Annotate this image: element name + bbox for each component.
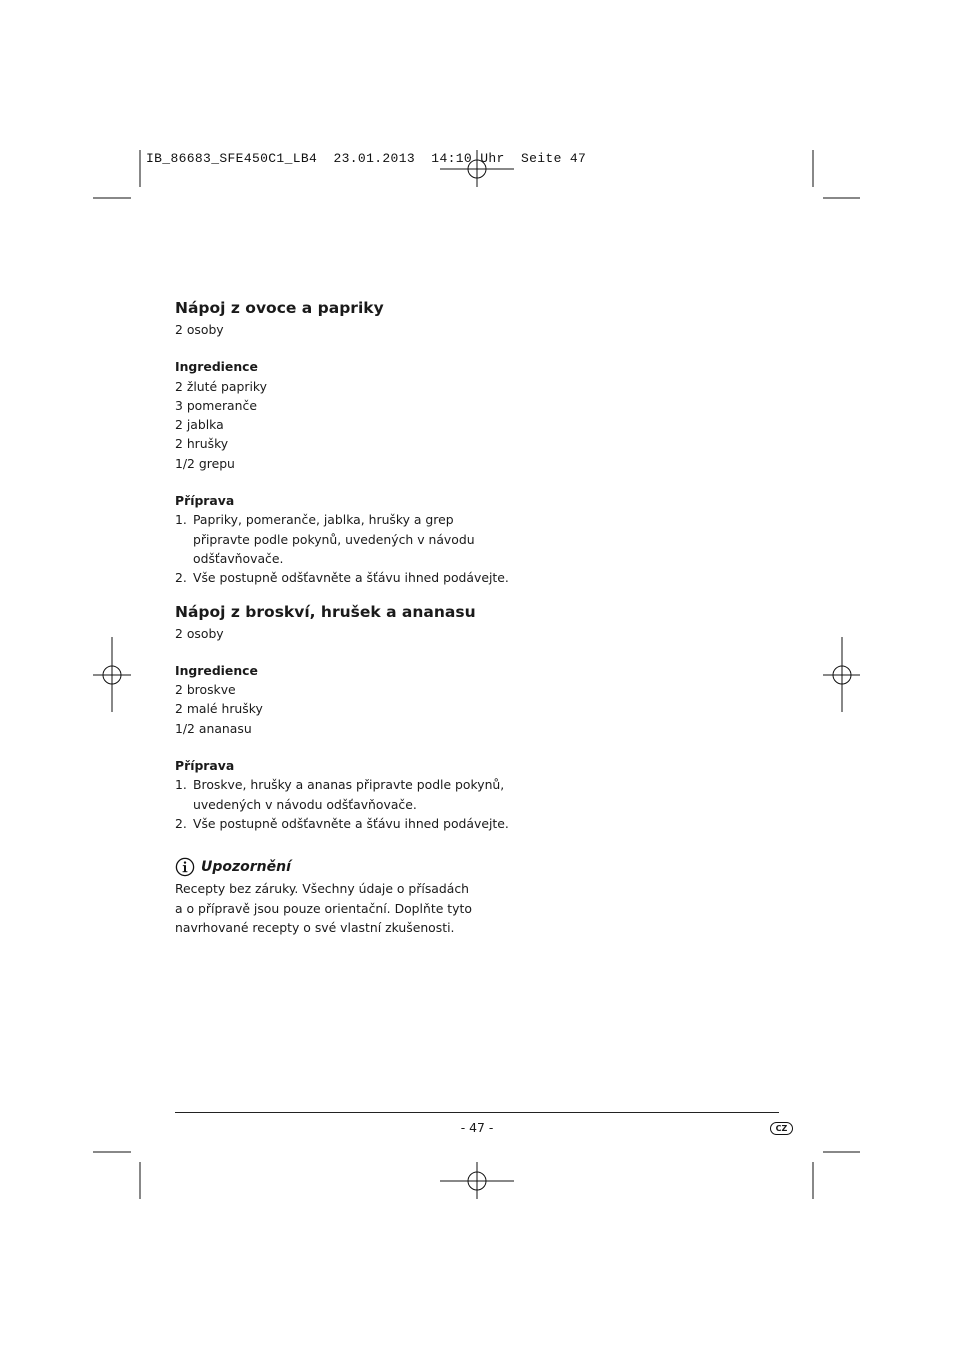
preparation-heading: Příprava <box>175 758 235 774</box>
preparation-step <box>175 775 615 814</box>
step-number: 2. <box>175 570 187 586</box>
notice-box <box>175 855 615 937</box>
recipe-fruit-pepper <box>175 296 615 588</box>
step-number: 1. <box>175 777 187 793</box>
ingredient-item: 1/2 ananasu <box>175 720 252 736</box>
page-number: - 47 - <box>460 1120 494 1135</box>
recipe-peach-pear-pineapple <box>175 600 615 834</box>
step-text: připravte podle pokynů, uvedených v návodu <box>193 531 475 547</box>
preparation-step <box>175 510 615 568</box>
ingredients-heading: Ingredience <box>175 359 258 375</box>
ingredients-heading: Ingredience <box>175 662 258 678</box>
print-header: IB_86683_SFE450C1_LB4 23.01.2013 14:10 Uhr Seite 47 <box>146 151 587 166</box>
notice-text: navrhované recepty o své vlastní zkušenosti. <box>175 919 455 935</box>
preparation-step <box>175 814 615 833</box>
notice-title: Upozornění <box>201 859 291 876</box>
recipe-title: Nápoj z ovoce a papriky <box>175 299 384 317</box>
page-content <box>175 296 615 937</box>
preparation-steps <box>175 510 615 587</box>
step-number: 1. <box>175 512 187 528</box>
preparation-step <box>175 568 615 587</box>
servings: 2 osoby <box>175 625 224 641</box>
step-text: odšťavňovače. <box>193 550 284 566</box>
preparation-heading: Příprava <box>175 493 235 509</box>
step-text: Vše postupně odšťavněte a šťávu ihned podávejte. <box>193 570 509 586</box>
ingredient-item: 2 jablka <box>175 417 224 433</box>
preparation-steps <box>175 775 615 833</box>
ingredient-item: 2 žluté papriky <box>175 378 267 394</box>
info-icon <box>175 857 195 877</box>
notice-text: a o přípravě jsou pouze orientační. Doplňte tyto <box>175 900 472 916</box>
step-number: 2. <box>175 815 187 831</box>
notice-text: Recepty bez záruky. Všechny údaje o přísadách <box>175 881 470 897</box>
ingredient-item: 2 hrušky <box>175 436 229 452</box>
ingredient-item: 3 pomeranče <box>175 397 257 413</box>
step-text: Vše postupně odšťavněte a šťávu ihned podávejte. <box>193 815 509 831</box>
ingredient-item: 2 malé hrušky <box>175 701 263 717</box>
step-text: Broskve, hrušky a ananas připravte podle pokynů, <box>193 777 505 793</box>
recipe-title: Nápoj z broskví, hrušek a ananasu <box>175 602 476 621</box>
servings: 2 osoby <box>175 322 224 337</box>
step-text: uvedených v návodu odšťavňovače. <box>193 796 417 812</box>
language-badge: CZ <box>770 1122 793 1135</box>
ingredient-item: 1/2 grepu <box>175 455 235 471</box>
step-text: Papriky, pomeranče, jablka, hrušky a grep <box>193 512 454 528</box>
ingredient-item: 2 broskve <box>175 682 236 698</box>
footer-divider <box>175 1112 779 1113</box>
